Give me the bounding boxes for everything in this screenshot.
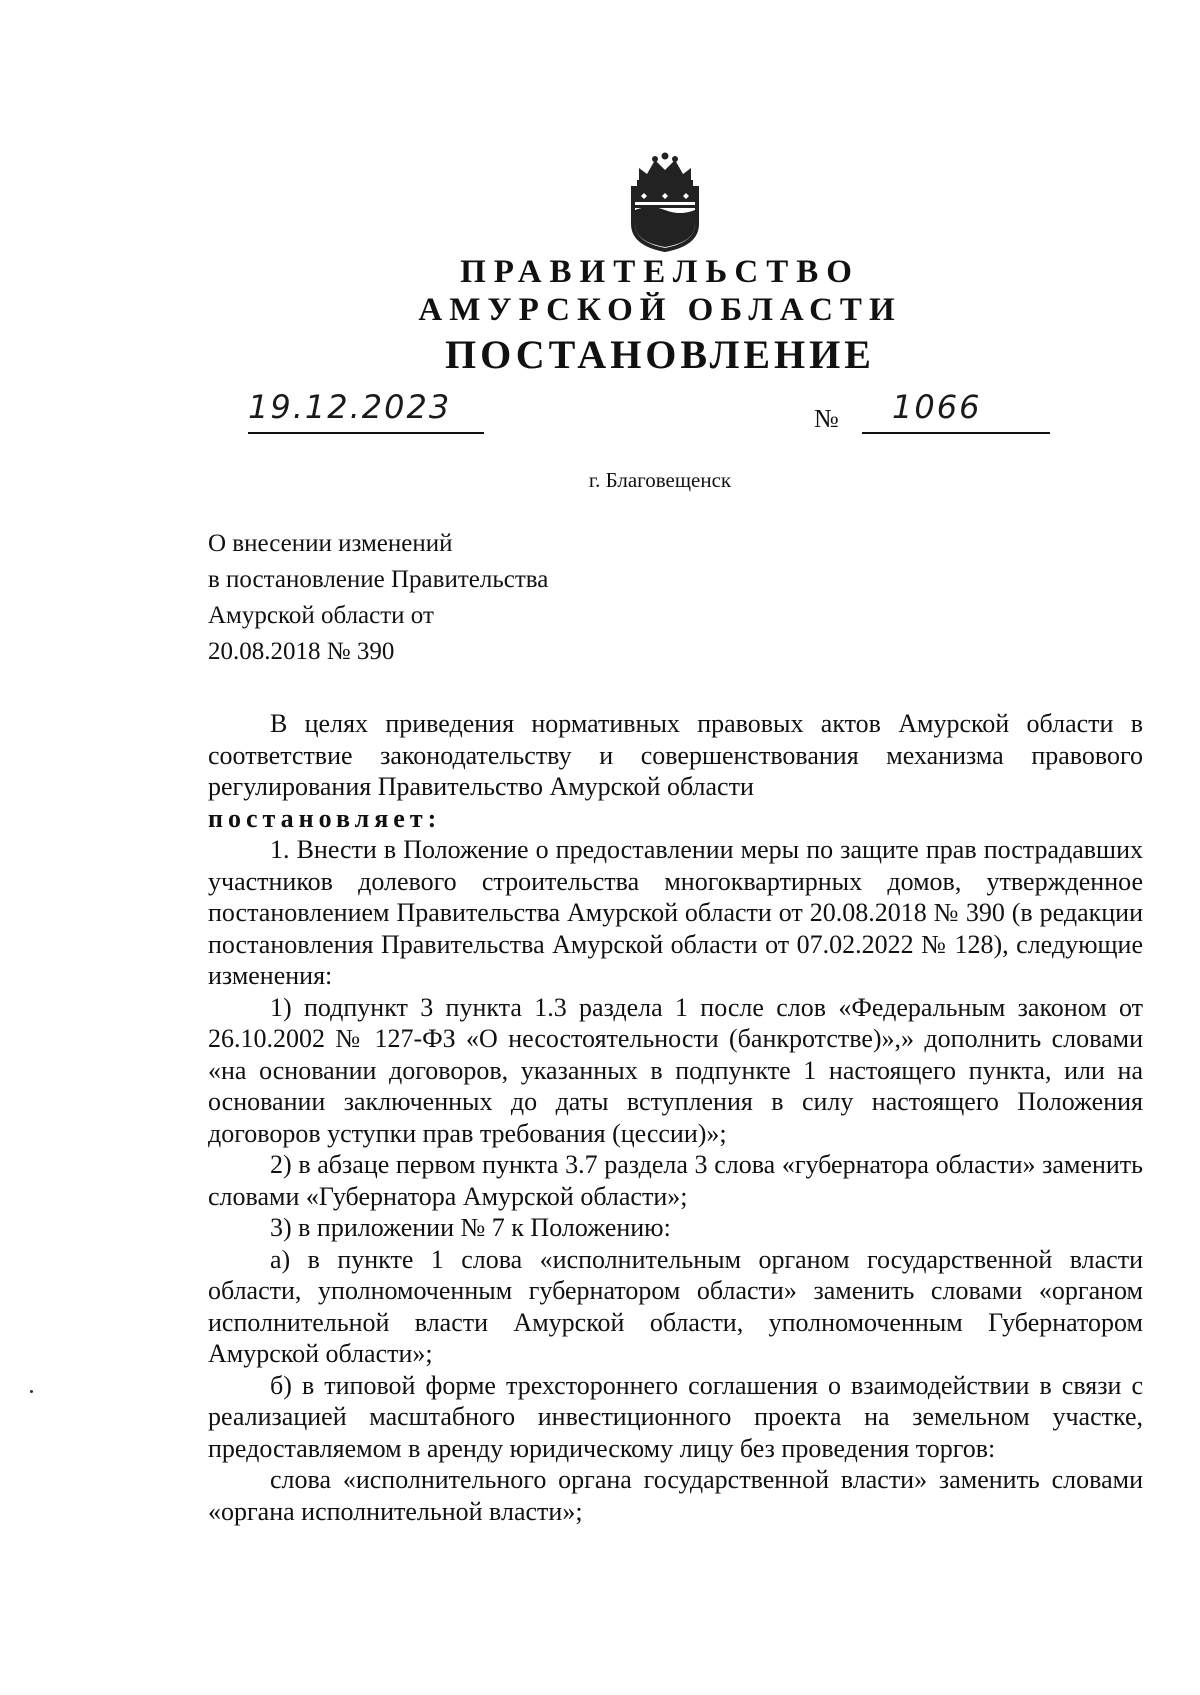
- body-paragraph: слова «исполнительного органа государственной власти» заменить словами «органа исполнительной власти»;: [208, 1465, 1143, 1526]
- document-subject: [208, 526, 548, 670]
- document-type-title: ПОСТАНОВЛЕНИЕ: [445, 332, 875, 377]
- subject-line: 20.08.2018 № 390: [208, 638, 395, 665]
- scan-artifact: [30, 1390, 33, 1393]
- subject-line: О внесении изменений: [208, 530, 453, 557]
- subject-line: Амурской области от: [208, 602, 434, 629]
- body-paragraph: 2) в абзаце первом пункта 3.7 раздела 3 слова «губернатора области» заменить словами «Губернатора Амурской области»;: [208, 1150, 1143, 1211]
- organization-name-line1: ПРАВИТЕЛЬСТВО: [460, 254, 860, 290]
- preamble-paragraph: В целях приведения нормативных правовых актов Амурской области в соответствие законодательству и совершенствования механизма правового регулирования Правительство Амурской области: [208, 709, 1143, 801]
- body-paragraph: 3) в приложении № 7 к Положению:: [270, 1213, 671, 1242]
- body-paragraph: 1) подпункт 3 пункта 1.3 раздела 1 после слов «Федеральным законом от 26.10.2002 № 127-ФЗ «О несостоятельности (банкротстве)»,» дополнить словами «на основании договоров, указанных в подпункте 1 настоящего пункта, или на основании заключенных до даты вступления в силу настоящего Положения договоров уступки прав требования (цессии)»;: [208, 992, 1143, 1148]
- body-paragraph: а) в пункте 1 слова «исполнительным органом государственной власти области, уполномоченным губернатором области» заменить словами «органом исполнительной власти Амурской области, уполномоченным Губернатором Амурской области»;: [208, 1244, 1143, 1368]
- body-paragraph: 1. Внести в Положение о предоставлении меры по защите прав пострадавших участников долевого строительства многоквартирных домов, утвержденное постановлением Правительства Амурской области от 20.08.2018 № 390 (в редакции постановления Правительства Амурской области от 07.02.2022 № 128), следующие изменения:: [208, 835, 1143, 990]
- document-number-field: [862, 388, 1050, 434]
- document-date-field: [248, 388, 484, 434]
- subject-line: в постановление Правительства: [208, 566, 549, 593]
- organization-name-line2: АМУРСКОЙ ОБЛАСТИ: [418, 292, 902, 328]
- coat-of-arms-icon: [625, 150, 705, 252]
- document-date: 19.12.2023: [248, 388, 452, 426]
- body-paragraph: б) в типовой форме трехстороннего соглашения о взаимодействии в связи с реализацией масштабного инвестиционного проекта на земельном участке, предоставляемом в аренду юридическому лицу без проведения торгов:: [208, 1370, 1143, 1463]
- issue-city: г. Благовещенск: [588, 468, 732, 492]
- resolves-keyword: постановляет:: [208, 803, 442, 833]
- number-sign: №: [814, 404, 839, 433]
- document-number: 1066: [892, 388, 982, 426]
- document-body: [208, 708, 1143, 1527]
